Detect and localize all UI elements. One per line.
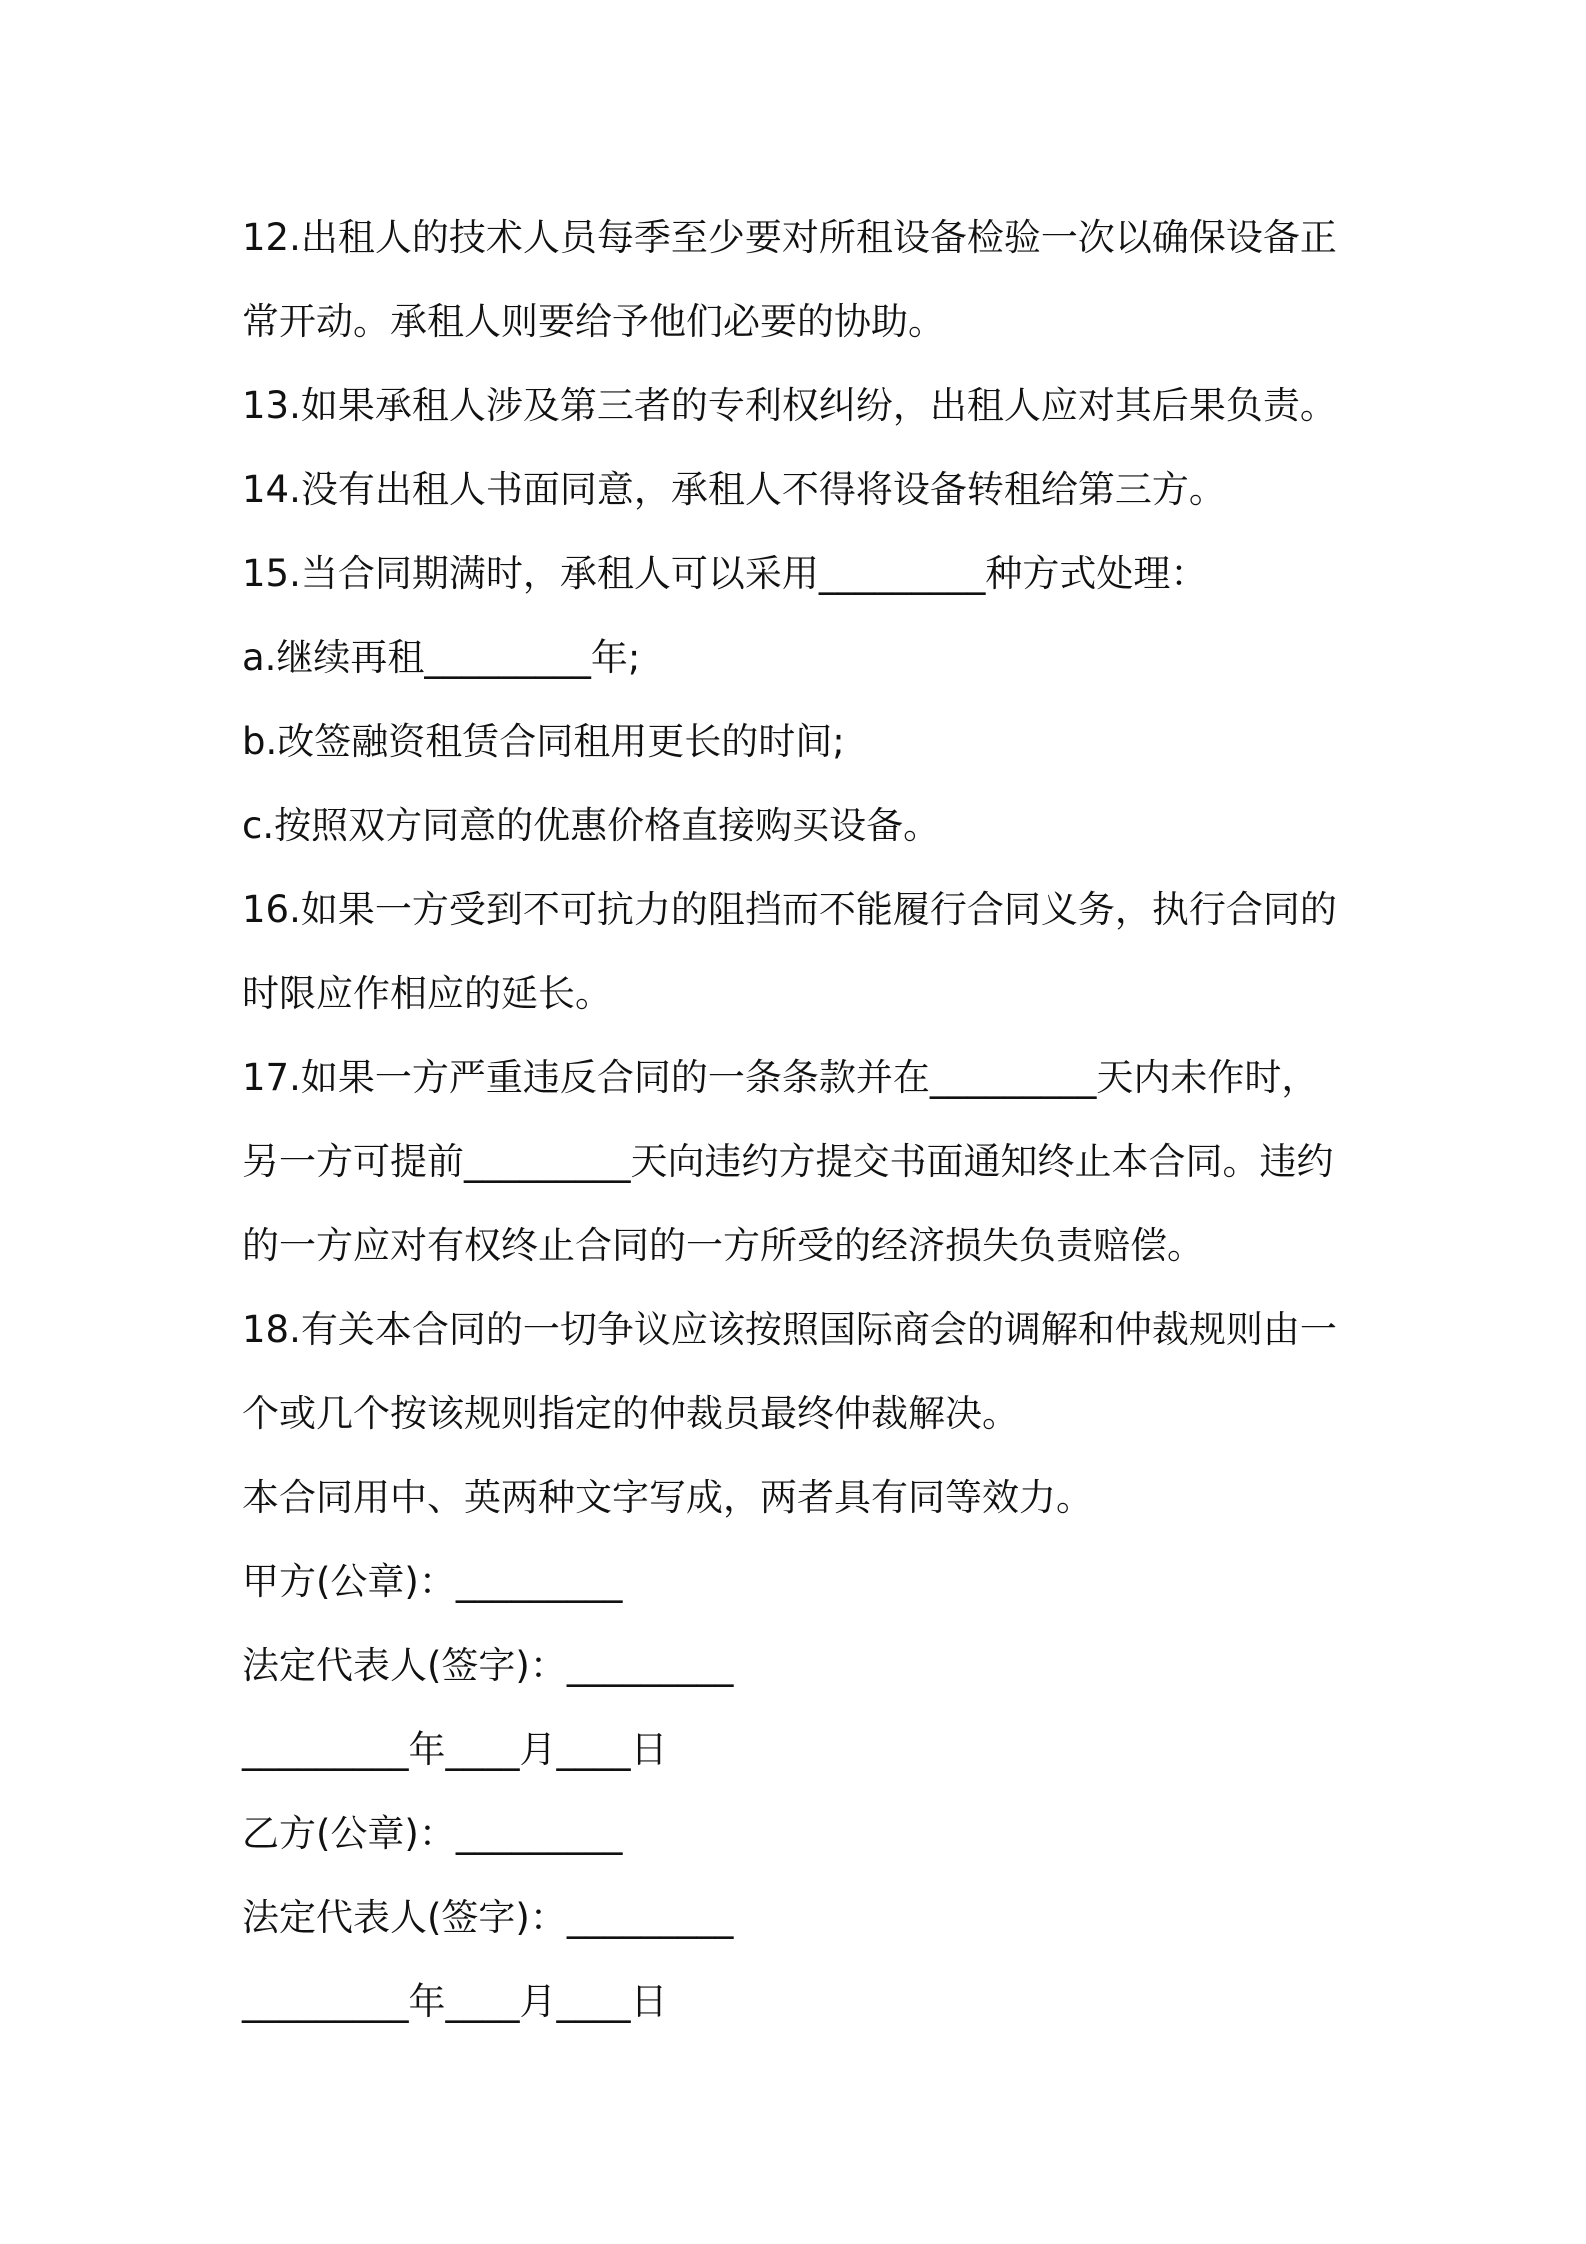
clause-17-line-2: 另一方可提前_________天向违约方提交书面通知终止本合同。违约 bbox=[242, 1140, 1334, 1183]
clause-17-line-1: 17.如果一方严重违反合同的一条条款并在_________天内未作时， bbox=[242, 1056, 1319, 1099]
clause-12-line-1: 12.出租人的技术人员每季至少要对所租设备检验一次以确保设备正 bbox=[242, 216, 1337, 259]
clause-18-line-1: 18.有关本合同的一切争议应该按照国际商会的调解和仲裁规则由一 bbox=[242, 1308, 1337, 1351]
clause-16-line-2: 时限应作相应的延长。 bbox=[242, 972, 612, 1015]
party-b-seal: 乙方(公章)：_________ bbox=[242, 1812, 623, 1855]
clause-16-line-1: 16.如果一方受到不可抗力的阻挡而不能履行合同义务，执行合同的 bbox=[242, 888, 1337, 931]
clause-17-line-3: 的一方应对有权终止合同的一方所受的经济损失负责赔偿。 bbox=[242, 1224, 1204, 1267]
language-clause: 本合同用中、英两种文字写成，两者具有同等效力。 bbox=[242, 1476, 1093, 1519]
clause-15-option-a: a.继续再租_________年; bbox=[242, 636, 641, 679]
clause-18-line-2: 个或几个按该规则指定的仲裁员最终仲裁解决。 bbox=[242, 1392, 1019, 1435]
party-a-date: _________年____月____日 bbox=[242, 1728, 668, 1771]
document-body bbox=[242, 196, 1362, 2044]
clause-15-option-c: c.按照双方同意的优惠价格直接购买设备。 bbox=[242, 804, 941, 847]
clause-15: 15.当合同期满时，承租人可以采用_________种方式处理： bbox=[242, 552, 1208, 595]
clause-13: 13.如果承租人涉及第三者的专利权纠纷，出租人应对其后果负责。 bbox=[242, 384, 1337, 427]
party-a-seal: 甲方(公章)：_________ bbox=[242, 1560, 623, 1603]
party-b-date: _________年____月____日 bbox=[242, 1980, 668, 2023]
party-a-representative: 法定代表人(签字)：_________ bbox=[242, 1644, 734, 1687]
clause-15-option-b: b.改签融资租赁合同租用更长的时间; bbox=[242, 720, 845, 763]
clause-12-line-2: 常开动。承租人则要给予他们必要的协助。 bbox=[242, 300, 945, 343]
party-b-representative: 法定代表人(签字)：_________ bbox=[242, 1896, 734, 1939]
clause-14: 14.没有出租人书面同意，承租人不得将设备转租给第三方。 bbox=[242, 468, 1226, 511]
